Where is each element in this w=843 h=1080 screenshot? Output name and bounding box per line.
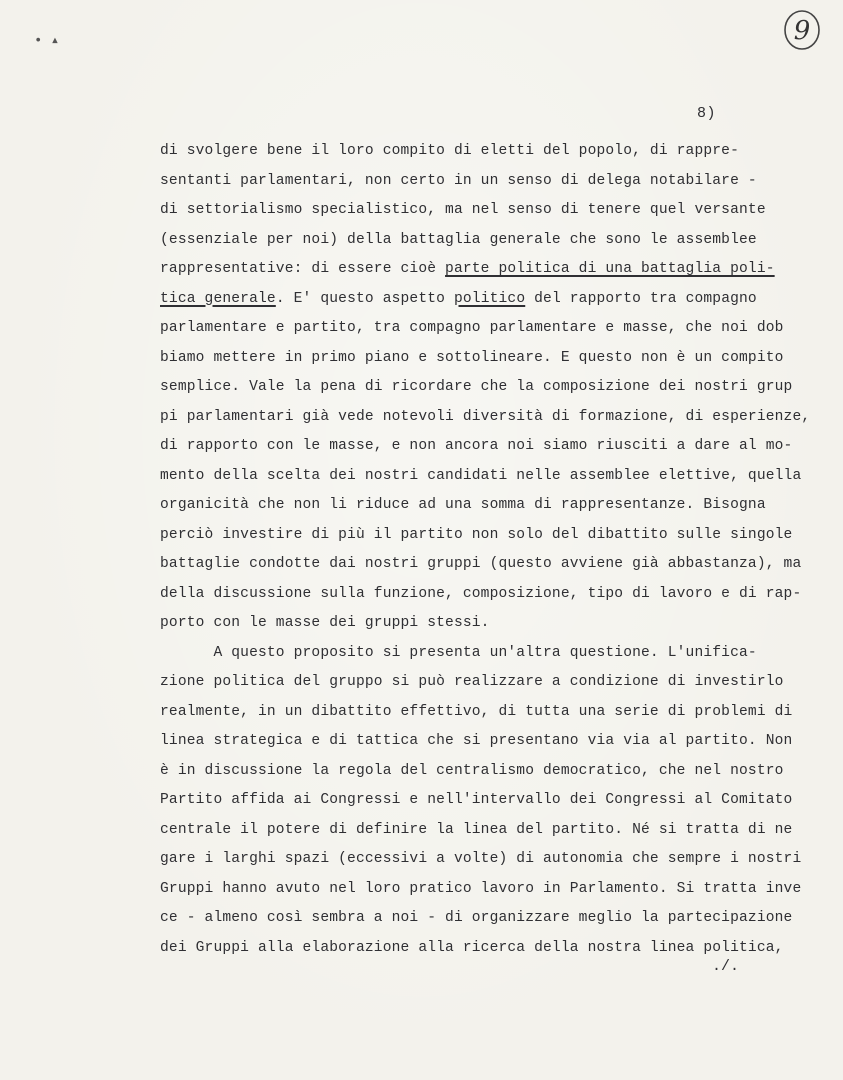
line-text: (essenziale per noi) della battaglia generale che sono le assemblee (160, 231, 757, 248)
line-text: battaglie condotte dai nostri gruppi (questo avviene già abbastanza), ma (160, 556, 802, 572)
text-line (160, 285, 800, 315)
text-line (160, 137, 800, 167)
underlined-text: parte politica di una battaglia poli- (445, 261, 775, 277)
text-line (160, 491, 800, 521)
text-line (160, 698, 800, 728)
text-line (160, 639, 800, 669)
line-text: mento della scelta dei nostri candidati nelle assemblee elettive, quella (160, 467, 802, 484)
line-text: centrale il potere di definire la linea del partito. Né si tratta di ne (160, 821, 793, 838)
text-line (160, 314, 800, 344)
line-text-tail: . E' questo aspetto (275, 290, 454, 307)
line-text: pi parlamentari già vede notevoli diversità di formazione, di esperienze, (160, 408, 811, 425)
text-line (160, 196, 800, 226)
line-text: di rapporto con le masse, e non ancora noi siamo riusciti a dare al mo- (160, 438, 793, 454)
text-line (160, 550, 800, 580)
line-text: biamo mettere in primo piano e sottolineare. E questo non è un compito (160, 349, 784, 366)
text-line (160, 462, 800, 492)
line-text: della discussione sulla funzione, composizione, tipo di lavoro e di rap- (160, 585, 802, 602)
text-line (160, 875, 800, 905)
line-text: Gruppi hanno avuto nel loro pratico lavoro in Parlamento. Si tratta inve (160, 880, 802, 897)
line-text: di settorialismo specialistico, ma nel senso di tenere quel versante (160, 202, 766, 218)
line-text: semplice. Vale la pena di ricordare che la composizione dei nostri grup (160, 379, 793, 395)
text-line (160, 934, 800, 964)
typed-page-number: 8) (697, 105, 717, 122)
text-line (160, 786, 800, 816)
text-line (160, 816, 800, 846)
underlined-text: tica generale (160, 290, 276, 307)
line-text: organicità che non li riduce ad una somma di rappresentanze. Bisogna (160, 497, 766, 513)
text-line (160, 845, 800, 875)
line-text: Partito affida ai Congressi e nell'intervallo dei Congressi al Comitato (160, 792, 793, 808)
text-line (160, 668, 800, 698)
text-line (160, 727, 800, 757)
line-text: porto con le masse dei gruppi stessi. (160, 615, 490, 631)
handwritten-page-number (782, 8, 822, 52)
line-text: parlamentare e partito, tra compagno parlamentare e masse, che noi dob (160, 320, 784, 336)
text-line (160, 609, 800, 639)
line-text: rappresentative: di essere cioè (160, 261, 446, 277)
text-line (160, 432, 800, 462)
text-line (160, 344, 800, 374)
line-text: ce - almeno così sembra a noi - di organizzare meglio la partecipazione (160, 910, 793, 926)
continuation-mark: ./. (712, 958, 740, 975)
line-text: dei Gruppi alla elaborazione alla ricerca della nostra linea politica, (160, 939, 784, 956)
line-text: A questo proposito si presenta un'altra questione. L'unifica- (160, 644, 757, 661)
text-line (160, 255, 800, 285)
line-text: è in discussione la regola del centralismo democratico, che nel nostro (160, 762, 784, 779)
underlined-text: politico (453, 290, 526, 307)
text-line (160, 580, 800, 610)
line-text: sentanti parlamentari, non certo in un senso di delega notabilare - (160, 172, 757, 189)
line-text-tail: del rapporto tra compagno (525, 290, 757, 307)
text-line (160, 167, 800, 197)
line-text: realmente, in un dibattito effettivo, di tutta una serie di problemi di (160, 703, 793, 720)
page-circle-number: 9 (793, 16, 811, 46)
text-line (160, 521, 800, 551)
line-text: perciò investire di più il partito non solo del dibattito sulle singole (160, 526, 793, 543)
corner-mark: • ▴ (34, 33, 60, 49)
text-line (160, 403, 811, 433)
text-line (160, 226, 800, 256)
text-line (160, 373, 800, 403)
text-line (160, 904, 800, 934)
line-text: di svolgere bene il loro compito di eletti del popolo, di rappre- (160, 143, 739, 159)
line-text: zione politica del gruppo si può realizzare a condizione di investirlo (160, 674, 784, 690)
line-text: linea strategica e di tattica che si presentano via via al partito. Non (160, 733, 793, 749)
body-text (160, 137, 811, 963)
text-line (160, 757, 800, 787)
line-text: gare i larghi spazi (eccessivi a volte) di autonomia che sempre i nostri (160, 851, 802, 867)
